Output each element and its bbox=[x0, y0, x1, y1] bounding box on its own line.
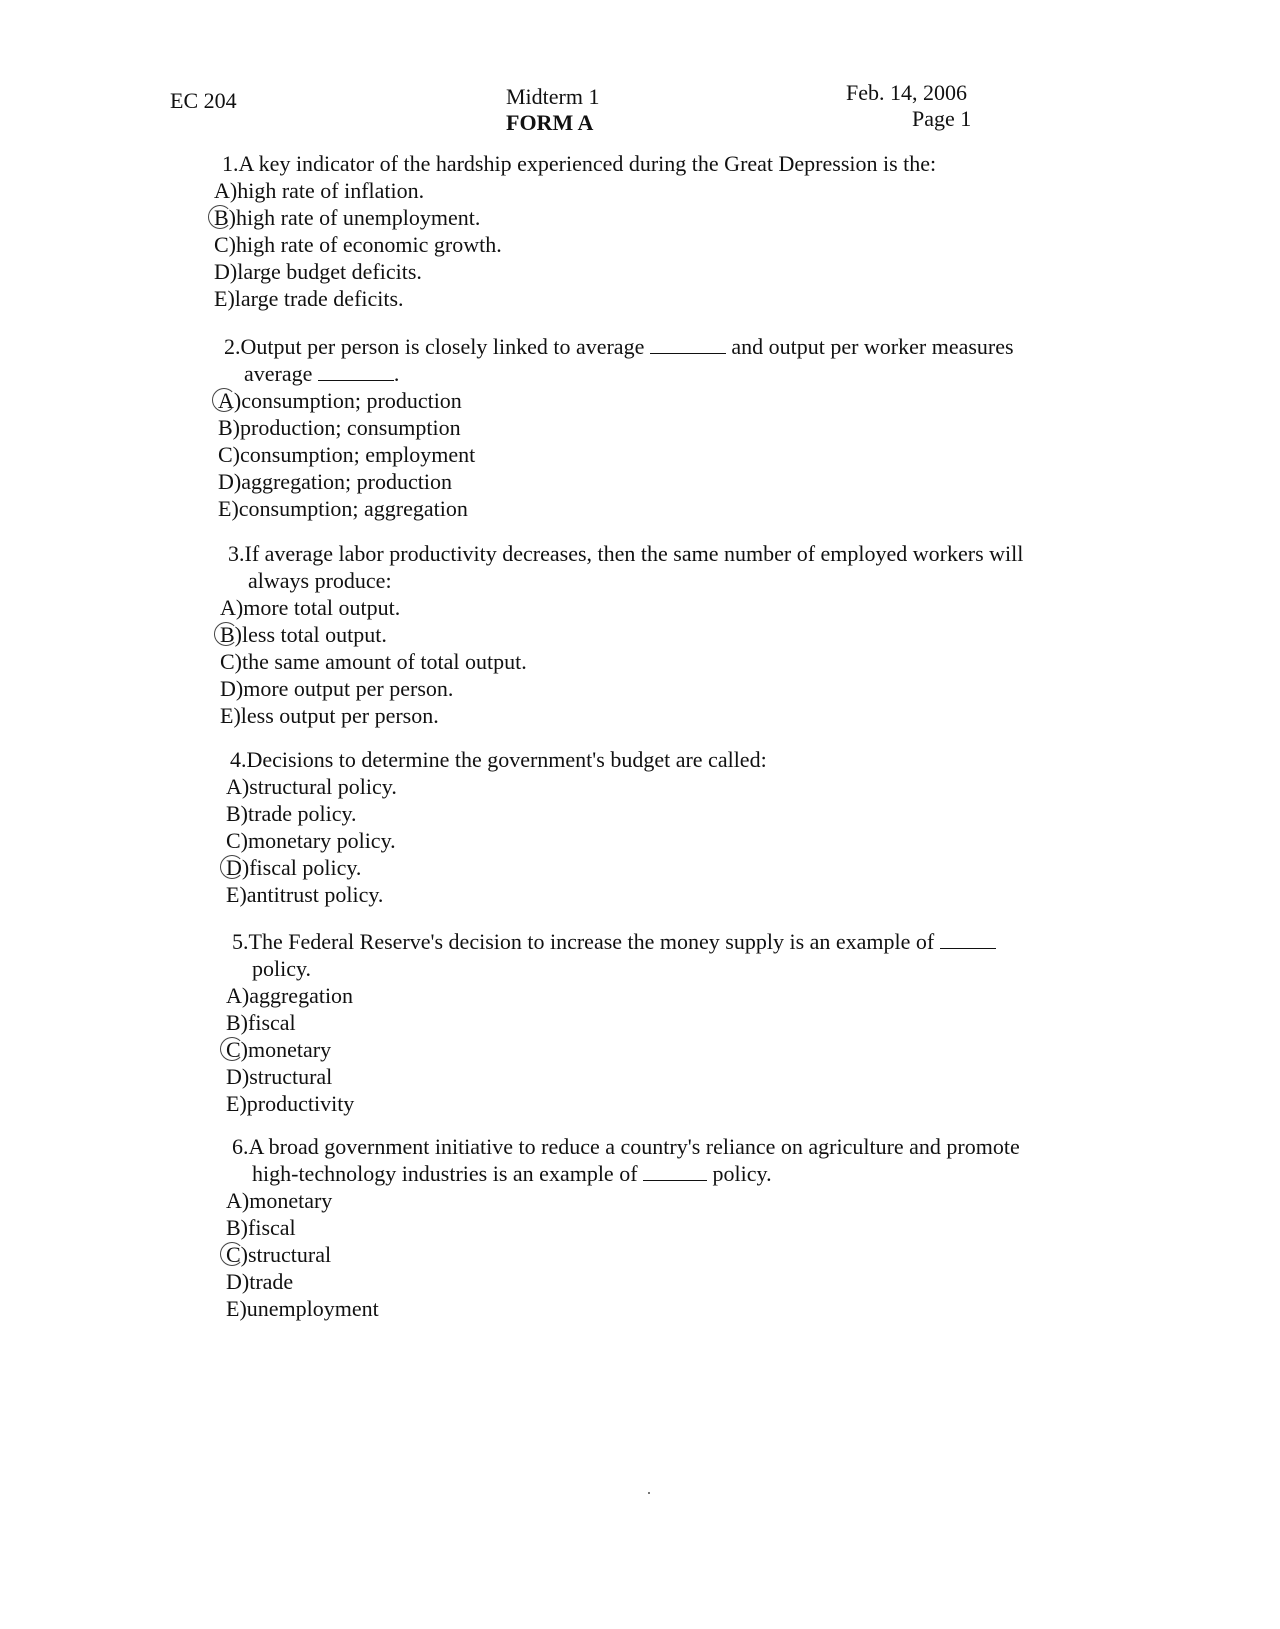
answer-blank bbox=[650, 335, 726, 354]
question-6 bbox=[226, 1133, 1020, 1322]
stem-line: 1.A key indicator of the hardship experienced during the Great Depression is the: bbox=[222, 151, 937, 176]
option-c: C)structural bbox=[226, 1241, 1020, 1268]
option-c: C)high rate of economic growth. bbox=[214, 232, 502, 257]
question-stem bbox=[226, 746, 767, 773]
option-a: A)monetary bbox=[226, 1188, 333, 1213]
question-stem bbox=[226, 1133, 1020, 1187]
stem-text: and output per worker measures bbox=[731, 334, 1014, 359]
question-stem bbox=[218, 333, 1014, 387]
answer-mark bbox=[220, 1037, 244, 1061]
answer-blank bbox=[318, 362, 394, 381]
option-c: C)the same amount of total output. bbox=[220, 649, 527, 674]
question-2 bbox=[218, 333, 1014, 522]
option-d: D)aggregation; production bbox=[218, 469, 452, 494]
answer-mark bbox=[212, 388, 236, 412]
option-c: C)monetary bbox=[226, 1036, 996, 1063]
option-d: D)fiscal policy. bbox=[226, 854, 767, 881]
option-c: C)monetary policy. bbox=[226, 828, 396, 853]
option-c: C)consumption; employment bbox=[218, 442, 476, 467]
scan-speck bbox=[648, 1492, 650, 1494]
option-e: E)consumption; aggregation bbox=[218, 496, 468, 521]
question-stem bbox=[226, 928, 996, 982]
option-e: E)productivity bbox=[226, 1091, 355, 1116]
stem-text: policy. bbox=[252, 956, 312, 981]
option-b: B)production; consumption bbox=[218, 415, 461, 440]
option-e: E)antitrust policy. bbox=[226, 882, 384, 907]
option-e: E)less output per person. bbox=[220, 703, 439, 728]
answer-mark bbox=[208, 205, 232, 229]
option-a: A)more total output. bbox=[220, 595, 401, 620]
option-b: B)less total output. bbox=[220, 621, 1023, 648]
answer-mark bbox=[220, 1242, 244, 1266]
option-d: D)structural bbox=[226, 1064, 333, 1089]
stem-text: 6.A broad government initiative to reduce a country's reliance on agriculture and promote bbox=[232, 1134, 1020, 1159]
question-3 bbox=[220, 540, 1023, 729]
stem-line: 4.Decisions to determine the government's budget are called: bbox=[230, 747, 767, 772]
form-label: FORM A bbox=[506, 110, 594, 135]
stem-text: . bbox=[393, 361, 400, 386]
answer-mark bbox=[220, 855, 244, 879]
page-number: Page 1 bbox=[912, 106, 972, 131]
stem-text: 5.The Federal Reserve's decision to increase the money supply is an example of bbox=[232, 929, 935, 954]
question-4 bbox=[226, 746, 767, 908]
option-b: B)trade policy. bbox=[226, 801, 357, 826]
question-stem bbox=[214, 150, 936, 177]
option-d: D)trade bbox=[226, 1269, 294, 1294]
option-b: B)high rate of unemployment. bbox=[214, 204, 936, 231]
option-e: E)unemployment bbox=[226, 1296, 379, 1321]
option-e: E)large trade deficits. bbox=[214, 286, 404, 311]
answer-blank bbox=[643, 1162, 707, 1181]
stem-text: 2.Output per person is closely linked to average bbox=[224, 334, 645, 359]
exam-title: Midterm 1 bbox=[506, 84, 600, 109]
question-5 bbox=[226, 928, 996, 1117]
stem-text: high-technology industries is an example of bbox=[252, 1161, 638, 1186]
stem-line: 3.If average labor productivity decreases, then the same number of employed workers will bbox=[228, 541, 1024, 566]
question-1 bbox=[214, 150, 936, 312]
stem-text: policy. bbox=[712, 1161, 772, 1186]
option-d: D)large budget deficits. bbox=[214, 259, 422, 284]
option-d: D)more output per person. bbox=[220, 676, 454, 701]
option-a: A)high rate of inflation. bbox=[214, 178, 425, 203]
option-b: B)fiscal bbox=[226, 1215, 296, 1240]
stem-line: always produce: bbox=[248, 568, 392, 593]
answer-mark bbox=[214, 622, 238, 646]
option-b: B)fiscal bbox=[226, 1010, 296, 1035]
option-a: A)structural policy. bbox=[226, 774, 397, 799]
option-a: A)consumption; production bbox=[218, 387, 1014, 414]
exam-date: Feb. 14, 2006 bbox=[846, 80, 967, 105]
course-code: EC 204 bbox=[170, 88, 237, 113]
stem-text: average bbox=[244, 361, 313, 386]
option-a: A)aggregation bbox=[226, 983, 354, 1008]
answer-blank bbox=[940, 930, 996, 949]
question-stem bbox=[220, 540, 1023, 594]
